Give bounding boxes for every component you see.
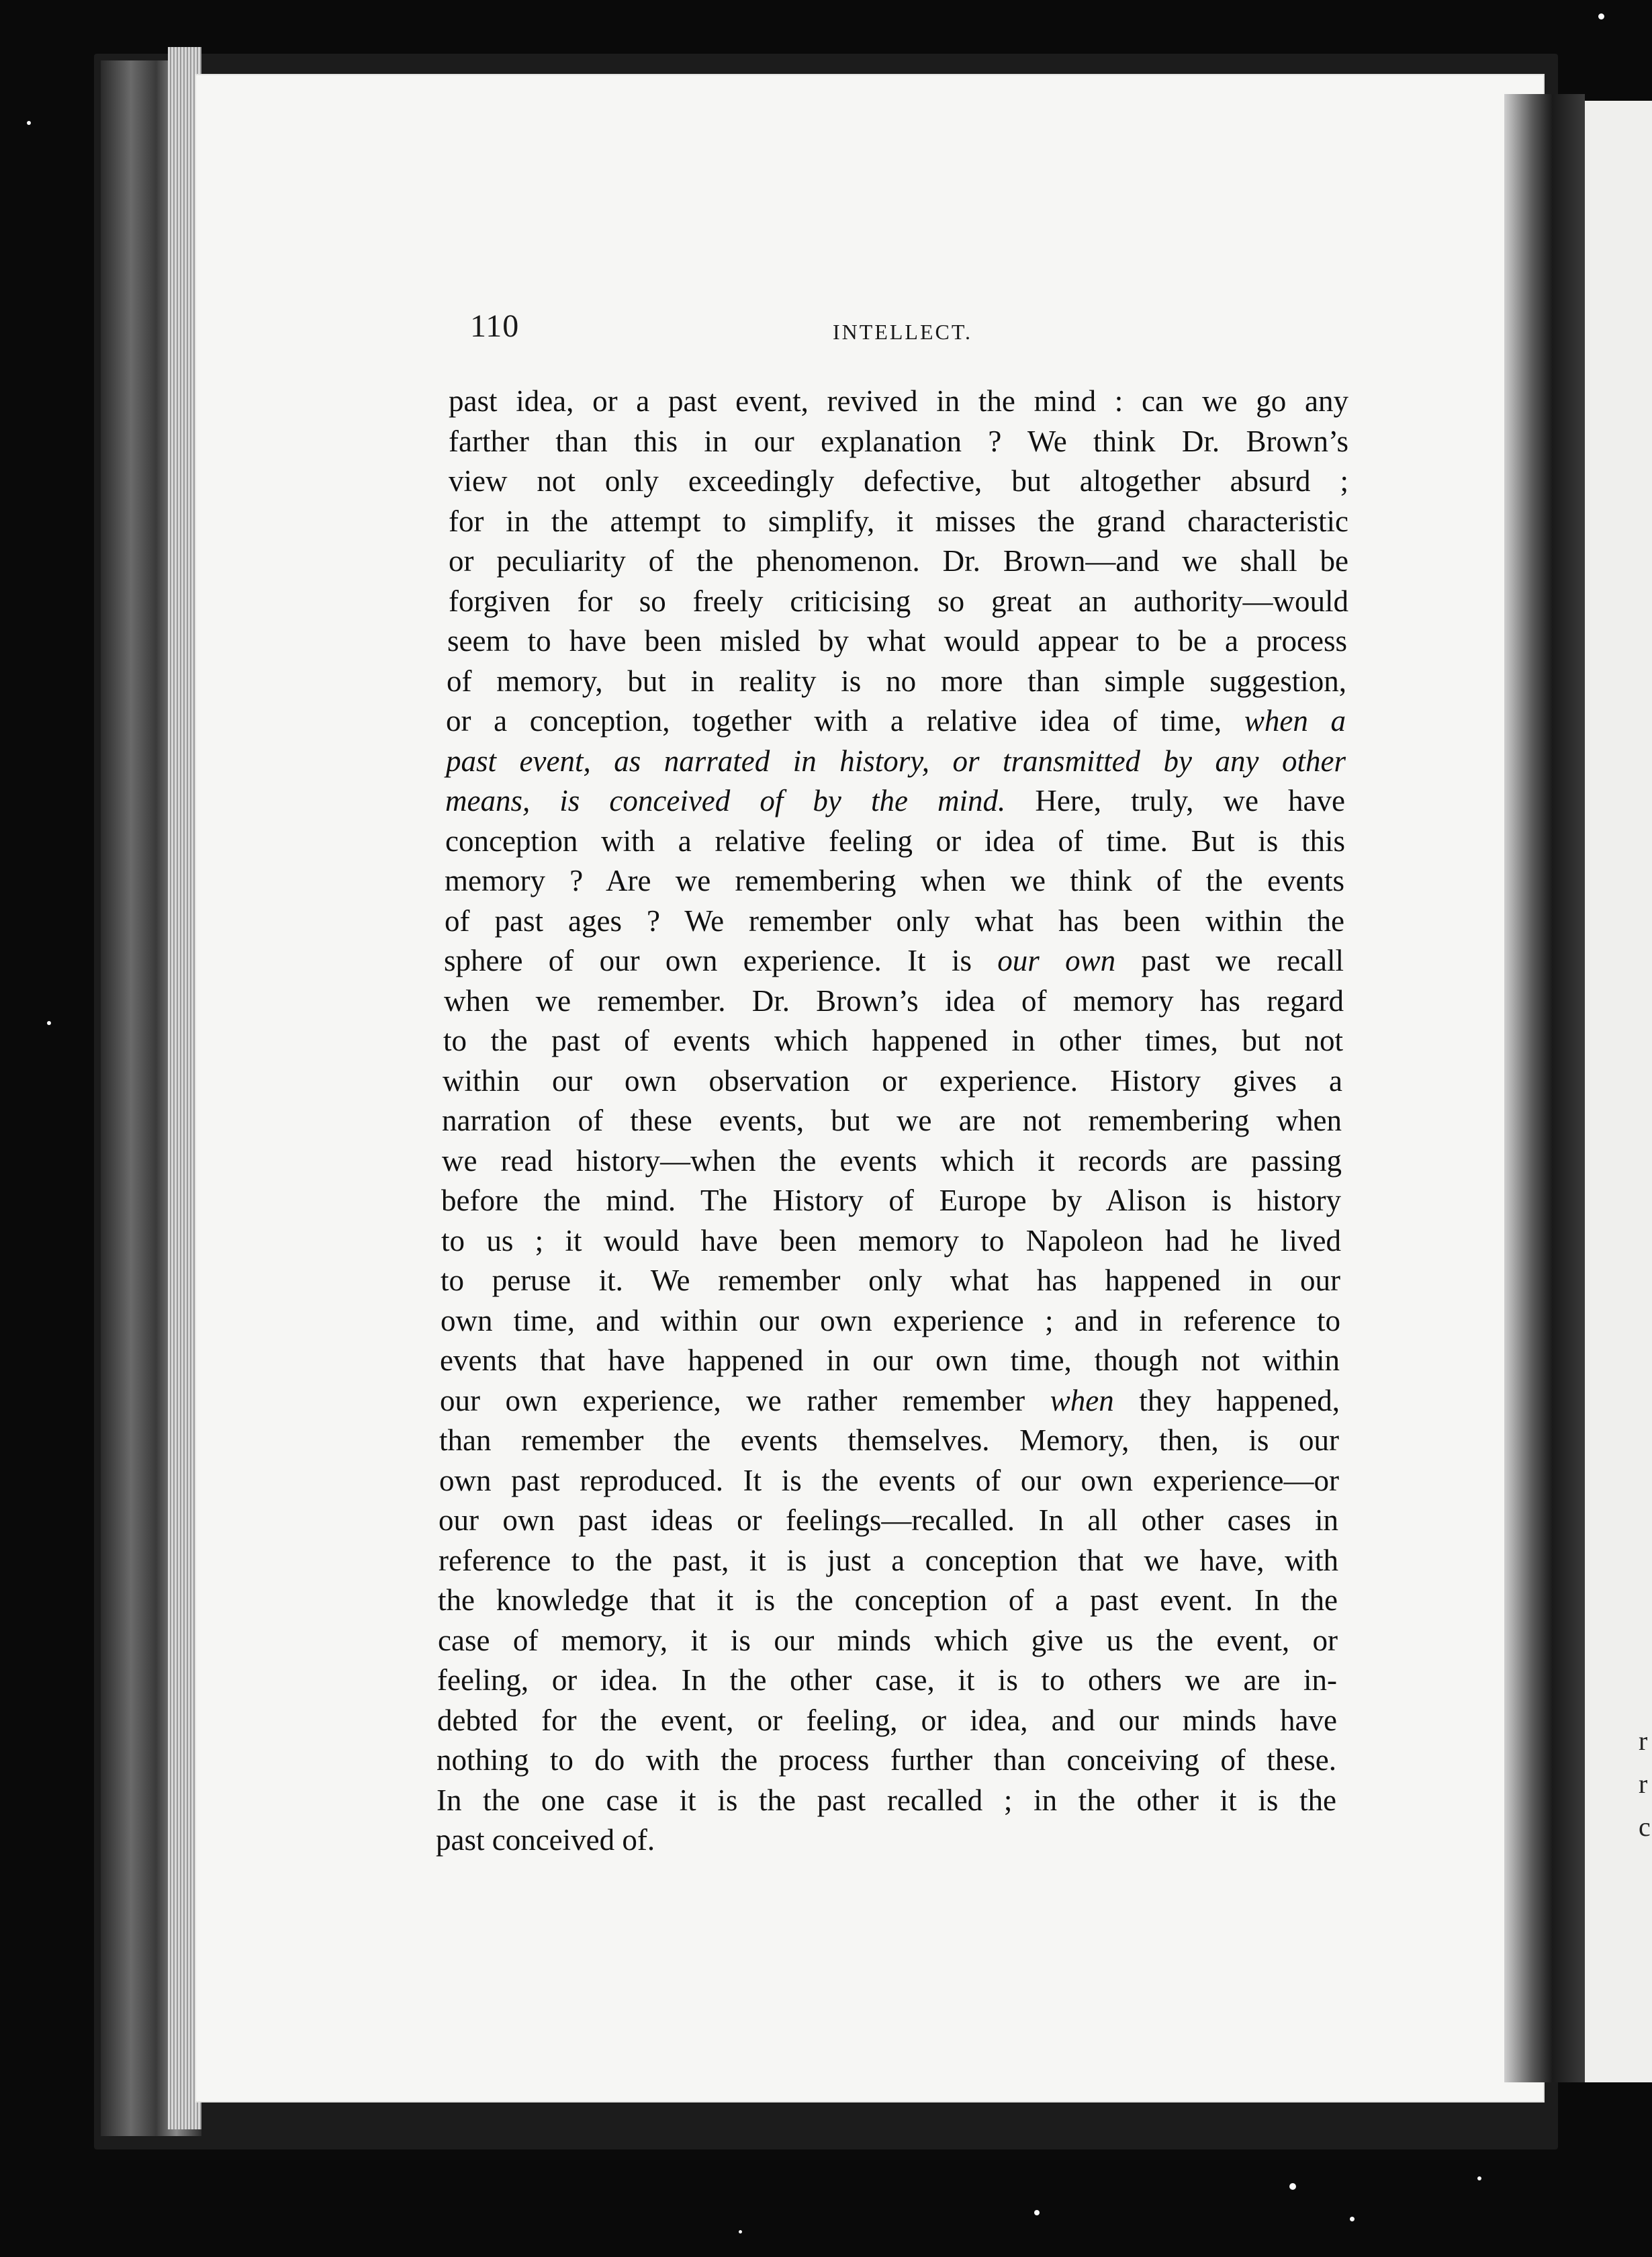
text-run: conception with a relative feeling or idea of time. But is this <box>445 824 1345 858</box>
italic-text-run: when a <box>1244 704 1346 738</box>
text-line <box>437 1661 1337 1701</box>
text-line <box>437 1781 1336 1821</box>
text-line <box>440 1341 1340 1381</box>
text-line <box>438 1581 1338 1621</box>
text-line <box>449 382 1348 422</box>
running-head-title: INTELLECT. <box>833 320 973 344</box>
text-line <box>447 621 1347 662</box>
text-line <box>444 981 1344 1022</box>
text-run: they happened, <box>1113 1383 1340 1417</box>
text-run: seem to have been misled by what would appear to be a process <box>447 624 1347 658</box>
scan-speck <box>1477 2176 1481 2180</box>
text-line <box>449 582 1348 622</box>
text-run: memory ? Are we remembering when we think of the events <box>445 864 1344 897</box>
italic-text-run: past event, as narrated in history, or transmitted by any other <box>446 744 1346 778</box>
text-run: to us ; it would have been memory to Napoleon had he lived <box>441 1223 1341 1257</box>
text-line <box>445 822 1345 862</box>
text-line <box>441 1181 1341 1221</box>
text-line <box>441 1221 1341 1262</box>
text-run: before the mind. The History of Europe by Alison is history <box>441 1184 1341 1217</box>
text-line <box>442 1101 1342 1141</box>
text-run: case of memory, it is our minds which give us the event, or <box>438 1623 1338 1657</box>
scan-speck <box>1289 2183 1296 2190</box>
text-run: own past reproduced. It is the events of our own experience—or <box>439 1463 1339 1497</box>
scan-speck <box>47 1021 51 1025</box>
text-run: or a conception, together with a relative idea of time, <box>446 704 1244 738</box>
facing-page-mark: r <box>1639 1726 1648 1756</box>
text-run: In the one case it is the past recalled ; in the other it is the <box>437 1783 1336 1817</box>
text-line <box>449 502 1348 542</box>
text-line <box>439 1461 1339 1501</box>
text-run: Here, truly, we have <box>1005 784 1345 817</box>
text-run: to peruse it. We remember only what has happened in our <box>441 1264 1340 1297</box>
text-run: when we remember. Dr. Brown’s idea of memory has regard <box>444 983 1344 1018</box>
text-run: the knowledge that it is the conception of a past event. In the <box>438 1583 1338 1617</box>
text-line <box>441 1301 1340 1341</box>
text-run: past conceived of. <box>436 1823 655 1857</box>
text-line <box>445 861 1344 901</box>
body-text <box>436 382 1348 1861</box>
text-run: view not only exceedingly defective, but altogether absurd ; <box>449 464 1348 498</box>
text-run: our own experience, we rather remember <box>440 1383 1050 1417</box>
text-line <box>446 701 1346 742</box>
italic-text-run: when <box>1050 1383 1114 1417</box>
text-run: our own past ideas or feelings—recalled. In all other cases in <box>439 1503 1338 1537</box>
page-number: 110 <box>470 308 520 344</box>
text-run: own time, and within our own experience ; and in reference to <box>441 1303 1340 1337</box>
text-line <box>449 541 1348 582</box>
text-line <box>447 662 1346 702</box>
text-line <box>445 781 1345 822</box>
scan-speck <box>739 2230 742 2233</box>
running-head <box>470 308 1343 355</box>
text-line <box>443 1061 1342 1102</box>
scan-speck <box>1350 2217 1355 2221</box>
text-run: farther than this in our explanation ? We think Dr. Brown’s <box>449 424 1348 458</box>
text-run: debted for the event, or feeling, or idea, and our minds have <box>437 1703 1337 1737</box>
scan-speck <box>27 121 31 125</box>
text-run: of past ages ? We remember only what has been within the <box>445 903 1344 938</box>
text-line <box>437 1701 1337 1741</box>
text-run: past we recall <box>1115 944 1344 977</box>
text-line <box>437 1740 1336 1781</box>
text-line <box>436 1820 1336 1861</box>
text-run: sphere of our own experience. It is <box>444 944 998 977</box>
text-run: for in the attempt to simplify, it misses the grand characteristic <box>449 504 1348 538</box>
text-line <box>445 901 1344 942</box>
facing-page-margin-text <box>1639 1720 1652 1894</box>
text-run: nothing to do with the process further than conceiving of these. <box>437 1743 1336 1777</box>
text-line <box>444 941 1344 981</box>
italic-text-run: our own <box>997 944 1116 977</box>
text-line <box>438 1621 1338 1661</box>
text-run: narration of these events, but we are not remembering when <box>442 1104 1342 1137</box>
text-line <box>440 1381 1340 1421</box>
facing-page-mark: c <box>1639 1812 1651 1842</box>
text-run: than remember the events themselves. Memory, then, is our <box>439 1423 1339 1457</box>
scan-speck <box>1598 13 1604 19</box>
text-run: or peculiarity of the phenomenon. Dr. Brown—and we shall be <box>449 544 1348 578</box>
text-line <box>449 422 1348 462</box>
text-run: to the past of events which happened in other times, but not <box>443 1024 1343 1057</box>
facing-page-mark: r <box>1639 1769 1648 1799</box>
text-line <box>446 742 1346 782</box>
text-line <box>441 1261 1340 1301</box>
scan-speck <box>1034 2210 1040 2215</box>
text-line <box>439 1501 1338 1541</box>
text-line <box>439 1421 1339 1461</box>
italic-text-run: means, is conceived of by the mind. <box>445 784 1006 817</box>
text-line <box>449 461 1348 502</box>
text-line <box>439 1541 1338 1581</box>
text-line <box>443 1021 1343 1061</box>
text-run: events that have happened in our own time, though not within <box>440 1343 1340 1377</box>
text-run: feeling, or idea. In the other case, it is to others we are in- <box>437 1663 1337 1697</box>
text-run: forgiven for so freely criticising so great an authority—would <box>449 584 1348 618</box>
book-gutter-shadow <box>1504 94 1585 2082</box>
text-run: past idea, or a past event, revived in the mind : can we go any <box>449 384 1348 418</box>
text-run: reference to the past, it is just a conception that we have, with <box>439 1543 1338 1577</box>
text-run: we read history—when the events which it records are passing <box>442 1143 1342 1178</box>
text-line <box>442 1141 1342 1182</box>
text-run: within our own observation or experience. History gives a <box>443 1063 1342 1098</box>
text-run: of memory, but in reality is no more than simple suggestion, <box>447 664 1346 698</box>
